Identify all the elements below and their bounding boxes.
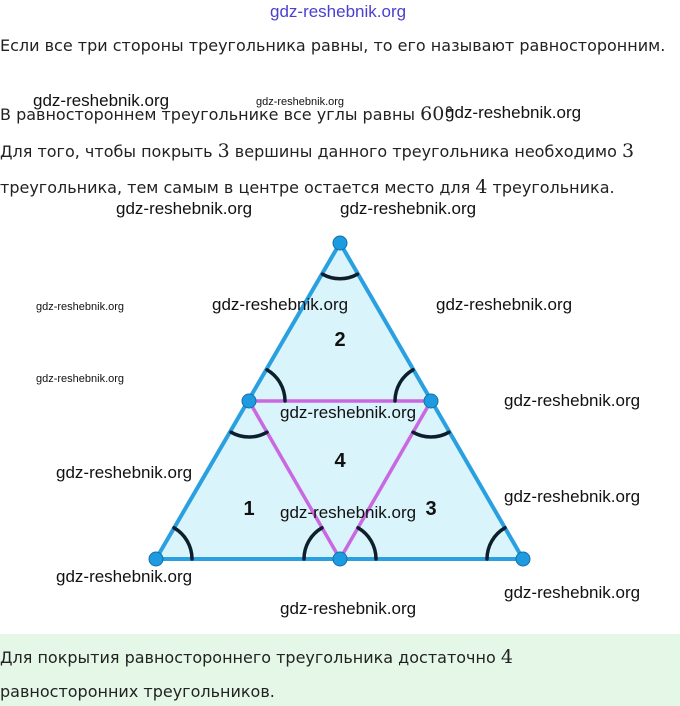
watermark: gdz-reshebnik.org — [280, 599, 417, 618]
vertex-point — [242, 394, 256, 408]
label-triangle-2: 2 — [334, 329, 346, 351]
watermark: gdz-reshebnik.org — [504, 583, 641, 602]
watermark: gdz-reshebnik.org — [33, 91, 170, 110]
vertex-point — [516, 552, 530, 566]
vertex-point — [424, 394, 438, 408]
label-triangle-3: 3 — [425, 498, 437, 520]
center-text-b: треугольника. — [492, 178, 615, 197]
label-triangle-1: 1 — [243, 498, 255, 520]
watermark: gdz-reshebnik.org — [36, 301, 125, 313]
paragraph-definition: Если все три стороны треугольника равны, то его называют равносторонним. — [0, 36, 666, 55]
watermark-top: gdz-reshebnik.org — [270, 2, 407, 21]
watermark: gdz-reshebnik.org — [212, 295, 349, 314]
center-number: 4 — [475, 176, 488, 198]
watermark: gdz-reshebnik.org — [436, 295, 573, 314]
label-triangle-4: 4 — [334, 450, 346, 472]
answer-box — [0, 634, 680, 706]
vertex-point — [333, 236, 347, 250]
watermark: gdz-reshebnik.org — [56, 567, 193, 586]
answer-line-2: равносторонних треугольников. — [0, 682, 275, 701]
cover-number-2: 3 — [622, 140, 635, 162]
center-text-a: треугольника, тем самым в центре остается место для — [0, 178, 471, 197]
answer-number: 4 — [500, 646, 513, 668]
watermark: gdz-reshebnik.org — [445, 103, 582, 122]
watermark: gdz-reshebnik.org — [340, 199, 477, 218]
cover-text-a: Для того, чтобы покрыть — [0, 142, 213, 161]
watermark: gdz-reshebnik.org — [256, 96, 345, 108]
angles-text: В равностороннем треугольнике все углы равны — [0, 105, 416, 124]
watermark: gdz-reshebnik.org — [504, 487, 641, 506]
vertex-point — [149, 552, 163, 566]
cover-number-1: 3 — [217, 140, 230, 162]
answer-line-1 — [0, 646, 513, 668]
watermark: gdz-reshebnik.org — [504, 391, 641, 410]
angle-value: 60° — [420, 103, 454, 125]
watermark: gdz-reshebnik.org — [36, 373, 125, 385]
vertex-point — [333, 552, 347, 566]
answer-text: Для покрытия равностороннего треугольника достаточно — [0, 648, 496, 667]
watermark: gdz-reshebnik.org — [116, 199, 253, 218]
cover-text-b: вершины данного треугольника необходимо — [234, 142, 617, 161]
watermark: gdz-reshebnik.org — [56, 463, 193, 482]
watermark: gdz-reshebnik.org — [280, 403, 417, 422]
watermark: gdz-reshebnik.org — [280, 503, 417, 522]
